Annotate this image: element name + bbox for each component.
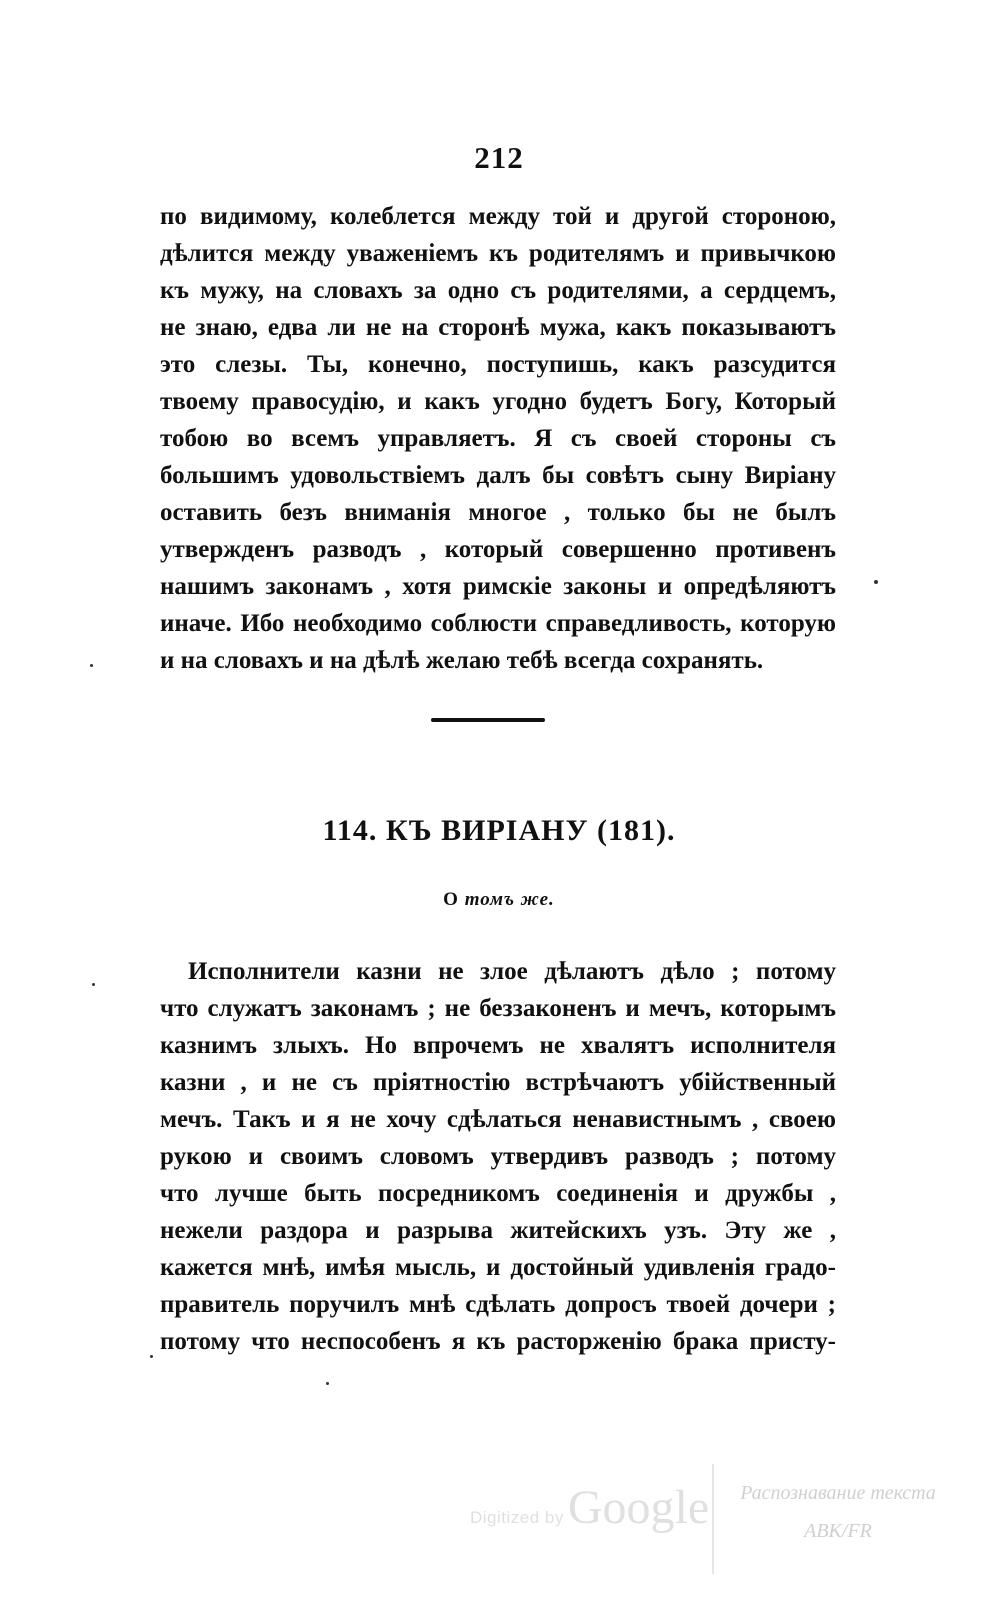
text-line: утвержденъ разводъ , который совершенно противенъ bbox=[160, 536, 836, 563]
text-line: не знаю, едва ли не на сторонѣ мужа, какъ показываютъ bbox=[160, 314, 836, 341]
letter-subtitle-prefix: О bbox=[443, 889, 465, 910]
text-line: нашимъ законамъ , хотя римскіе законы и опредѣляютъ bbox=[160, 573, 836, 600]
text-line: Исполнители казни не злое дѣлаютъ дѣло ; потому bbox=[188, 958, 836, 985]
text-line: что лучше быть посредникомъ соединенія и дружбы , bbox=[160, 1180, 836, 1207]
watermark-divider bbox=[712, 1464, 714, 1574]
text-line: къ мужу, на словахъ за одно съ родителями, а сердцемъ, bbox=[160, 277, 836, 304]
page-number: 212 bbox=[474, 140, 524, 175]
letter-body bbox=[160, 953, 836, 1360]
scan-speck bbox=[326, 1382, 329, 1385]
ocr-watermark bbox=[718, 1474, 958, 1550]
letter-heading: 114. КЪ ВИРІАНУ (181). bbox=[322, 814, 676, 847]
text-line: и на словахъ и на дѣлѣ желаю тебѣ всегда сохранять. bbox=[160, 647, 764, 674]
letter-subtitle bbox=[0, 889, 998, 911]
text-line: казнимъ злыхъ. Но впрочемъ не хвалятъ исполнителя bbox=[160, 1032, 836, 1059]
ocr-watermark-line: ABK/FR bbox=[804, 1520, 872, 1542]
continued-letter-text bbox=[160, 198, 836, 679]
text-line: иначе. Ибо необходимо соблюсти справедливость, которую bbox=[160, 610, 836, 637]
digitized-by-google-watermark bbox=[470, 1480, 709, 1535]
text-line: твоему правосудію, и какъ угодно будетъ Богу, Который bbox=[160, 388, 836, 415]
text-line: по видимому, колеблется между той и другой стороною, bbox=[160, 203, 836, 230]
text-line: что служатъ законамъ ; не беззаконенъ и мечъ, которымъ bbox=[160, 995, 836, 1022]
text-line: казни , и не съ пріятностію встрѣчаютъ убійственный bbox=[160, 1069, 836, 1096]
text-line: дѣлится между уваженіемъ къ родителямъ и привычкою bbox=[160, 240, 836, 267]
ocr-watermark-line: Распознавание текста bbox=[740, 1482, 936, 1504]
scan-speck bbox=[92, 983, 95, 986]
text-line: мечъ. Такъ и я не хочу сдѣлаться ненавистнымъ , своею bbox=[160, 1106, 836, 1133]
text-line: правитель поручилъ мнѣ сдѣлать допросъ твоей дочери ; bbox=[160, 1291, 836, 1318]
scan-speck bbox=[90, 664, 93, 667]
letter-subtitle-italic: томъ же. bbox=[464, 889, 555, 910]
section-divider bbox=[431, 718, 545, 722]
google-logo: Google bbox=[567, 1481, 710, 1534]
text-line: это слезы. Ты, конечно, поступишь, какъ разсудится bbox=[160, 351, 836, 378]
text-line: оставить безъ вниманія многое , только бы не былъ bbox=[160, 499, 836, 526]
text-line: рукою и своимъ словомъ утвердивъ разводъ ; потому bbox=[160, 1143, 836, 1170]
text-line: потому что неспособенъ я къ расторженію брака присту- bbox=[160, 1328, 836, 1355]
text-line: тобою во всемъ управляетъ. Я съ своей стороны съ bbox=[160, 425, 836, 452]
text-line: нежели раздора и разрыва житейскихъ узъ. Эту же , bbox=[160, 1217, 836, 1244]
scan-speck bbox=[874, 580, 878, 584]
scan-speck bbox=[150, 1355, 153, 1358]
text-line: кажется мнѣ, имѣя мысль, и достойный удивленія градо- bbox=[160, 1254, 836, 1281]
watermark-digitized-label: Digitized by bbox=[470, 1508, 564, 1527]
text-line: большимъ удовольствіемъ далъ бы совѣтъ сыну Виріану bbox=[160, 462, 836, 489]
